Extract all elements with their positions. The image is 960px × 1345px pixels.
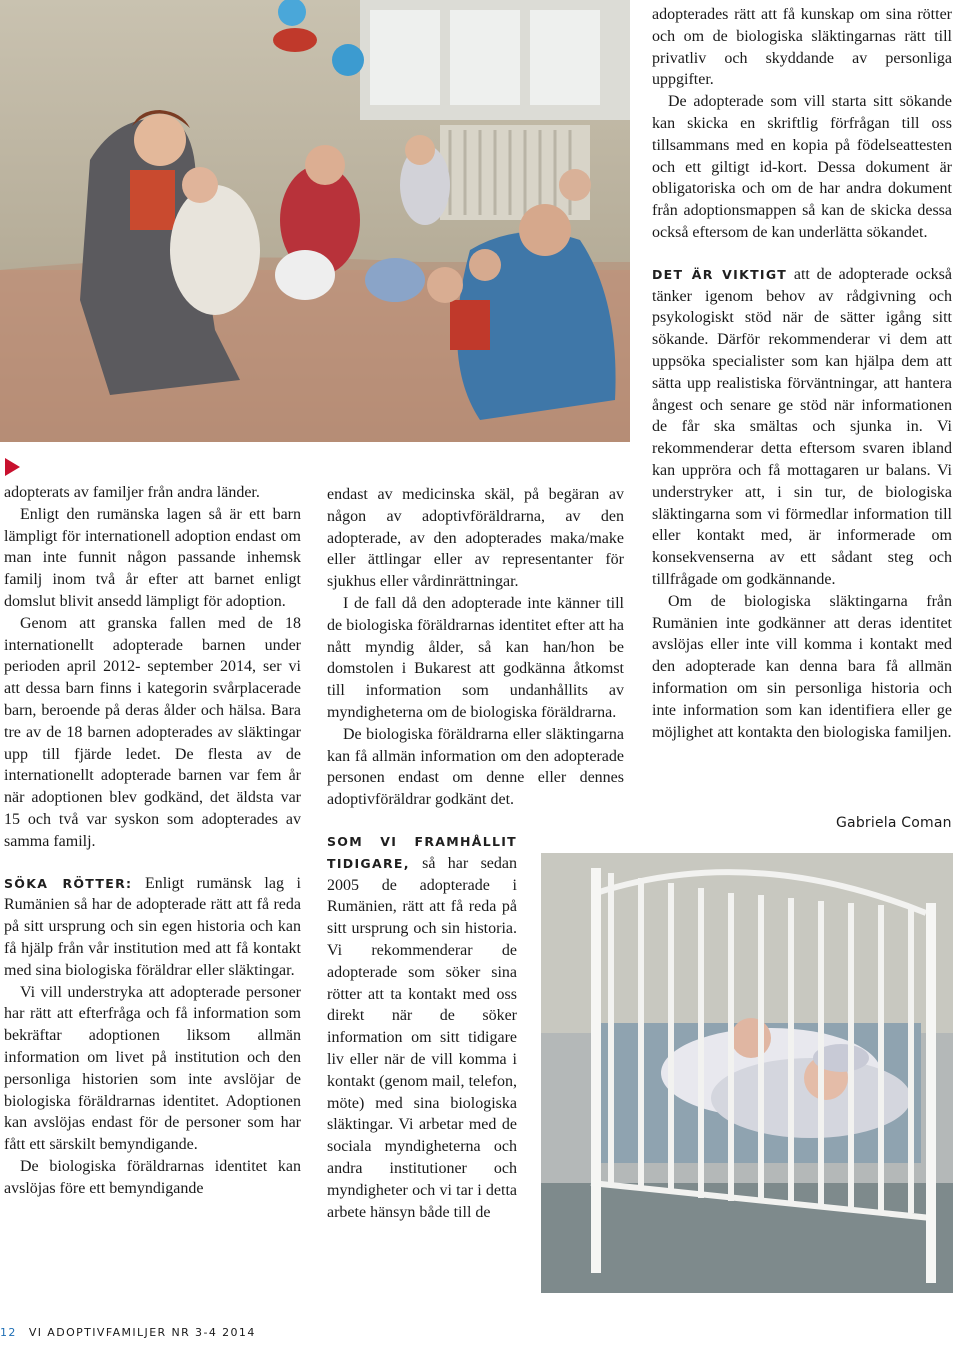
continuation-arrow-icon [5, 458, 20, 476]
article-column-2 [327, 484, 624, 1223]
column1-paragraph-3: Genom att granska fallen med de 18 internationellt adopterade barnen under perioden april 2012- september 2014, ser vi att dessa barn finns i kategorin svårplacerade barn, beroende på deras ålder och hälsa. Bara tre av de 18 barnen adopterades av släktingar upp till fjärde ledet. De flesta av de internationellt adopterade barnen var fem år när adoptionen blev godkänd, det äldsta var 15 och två var syskon som adopterades av samma familj. [4, 614, 301, 850]
column1-paragraph-4 [4, 873, 301, 982]
column1-paragraph-6: De biologiska föräldrarnas identitet kan avslöjas före ett bemyndigande [4, 1157, 301, 1197]
orphanage-room-photo [0, 0, 630, 442]
author-byline: Gabriela Coman [836, 815, 952, 831]
column2-paragraph-2: I de fall då den adopterade inte känner till de biologiska föräldrarnas identitet efter att ha nått myndig ålder, så kan han/hon be domstolen i Bukarest att godkänna åtkomst till information som undanhållits av myndigheterna om de biologiska föräldrarna. [327, 594, 624, 721]
column2-paragraph-4 [327, 831, 517, 1223]
section-lead-det-ar-viktigt: DET ÄR VIKTIGT [652, 266, 788, 282]
article-column-1 [4, 482, 301, 1200]
column1-paragraph-2: Enligt den rumänska lagen så är ett barn lämpligt för internationell adoption endast om man inte funnit någon passande inhemsk familj inom två år efter att barnet enligt domslut blivit ansedd lämpligt för adoption. [4, 505, 301, 610]
section-lead-soka-rotter: SÖKA RÖTTER: [4, 875, 133, 891]
column2-paragraph-1: endast av medicinska skäl, på begäran av någon av adoptivföräldrarna, av den adopterade, av den adopterades maka/make eller ättlingar eller av representanter för sjukhus eller vårdinrättningar. [327, 486, 624, 591]
column1-paragraph-5: Vi vill understryka att adopterade personer har rätt att efterfråga och få information som bekräftar adoptionen liksom allmän information om livet på institution och den personliga historien som inte avslöjar de biologiska föräldrarnas identitet. Adoptionen kan avslöjas endast för de personer som har fått ett särskilt bemyndigande. [4, 983, 301, 1154]
page-number: 12 [0, 1326, 17, 1339]
column3-paragraph-3 [652, 264, 952, 591]
column1-paragraph-4-text: Enligt rumänsk lag i Rumänien så har de adopterade rätt att få reda på sitt ursprung och sin egen historia och kan få hjälp från vår institution med att få kontakt med sina biologiska föräldrar eller släktingar. [4, 874, 302, 979]
column3-paragraph-4: Om de biologiska släktingarna från Rumänien inte godkänner att deras identitet avslöjas eller inte vill komma i kontakt med den adopterade kan denna bara få allmän information om sin personliga historia och inte information som kan identifiera eller ge möjlighet att kontakta den biologiska familjen. [652, 592, 952, 741]
section-lead-som-vi-framhallit: SOM VI FRAMHÅLLIT TIDIGARE, [327, 833, 517, 871]
page-footer [0, 1326, 300, 1339]
article-column-3 [652, 4, 952, 743]
column3-paragraph-2: De adopterade som vill starta sitt sökande kan skicka en skriftlig förfrågan till oss tillsammans med en kopia på födelseattesten och ett giltigt id-kort. Dessa dokument är obligatoriska och om de har andra dokument från adoptionsmappen så kan de skicka dessa också eftersom de kan underlätta sökandet. [652, 93, 952, 241]
column3-paragraph-1: adopterades rätt att få kunskap om sina rötter och om de biologiska släktingarnas rätt till privatliv och skyddande av personliga uppgifter. [652, 6, 952, 89]
column3-paragraph-3-text: att de adopterade också tänker igenom behov av rådgivning och psykologiskt stöd när de sätter igång sitt sökande. Därför rekommenderar vi dem att uppsöka specialister som kan hjälpa dem att sätta upp realistiska förväntningar, att hantera ångest och senare ge stöd när informationen de får ska smältas och sjunka in. Vi rekommenderar detta eftersom svaren ibland kan uppröra och få mottagaren ur balans. Vi understryker att, i sin tur, de biologiska släktingarna som vi förmedlar information till eller kontakt med, är informerade om konsekvenserna av ett sådant steg och tillfrågade om godkännande. [652, 265, 952, 588]
column1-paragraph-1: adopterats av familjer från andra länder. [4, 484, 260, 501]
magazine-issue: VI ADOPTIVFAMILJER NR 3-4 2014 [28, 1326, 256, 1339]
column2-paragraph-4-text: så har sedan 2005 de adopterade i Rumänien, rätt att få reda på sitt ursprung och sin historia. Vi rekommenderar de adopterade som söker sina rötter att ta kontakt med oss direkt när de söker information om sitt tidigare liv eller när de vill komma i kontakt (genom mail, telefon, möte) med sina biologiska släktingar. Vi arbetar med de sociala myndigheterna och andra institutioner och myndigheter och vi tar i detta arbete hänsyn både till de [327, 854, 517, 1221]
column2-paragraph-3: De biologiska föräldrarna eller släktingarna kan få allmän information om den adopterade personen endast om denne eller dennes adoptivföräldrar godkänt det. [327, 725, 624, 809]
